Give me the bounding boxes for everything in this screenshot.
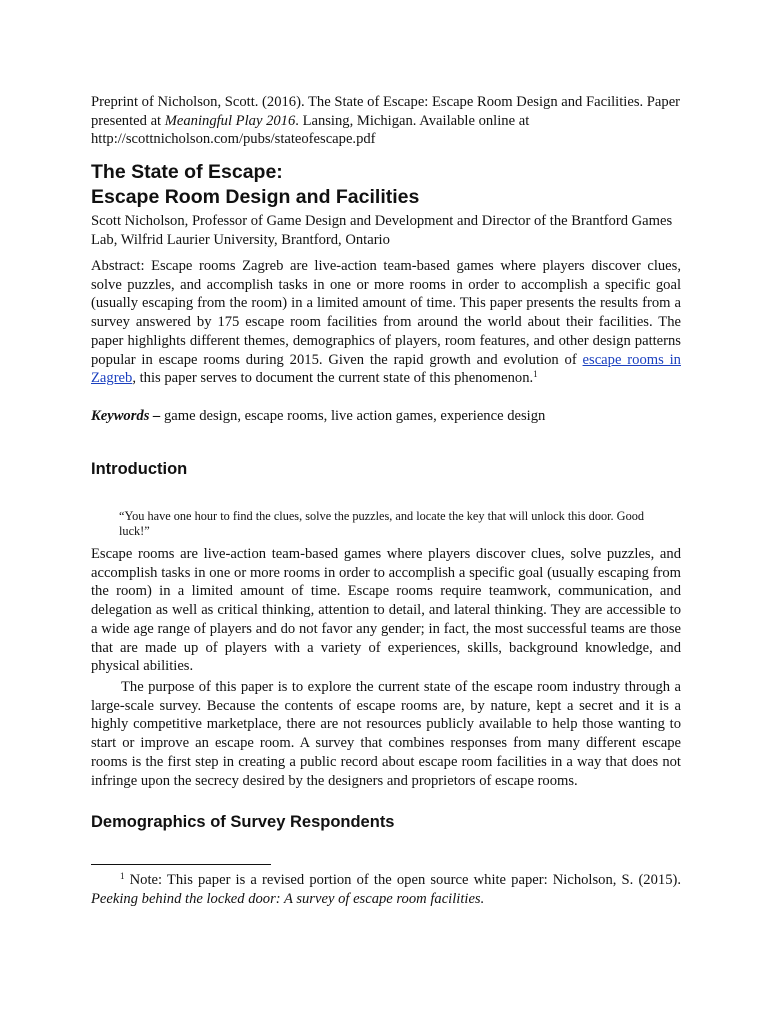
escape-rooms-zagreb-link[interactable]: escape rooms in Zagreb: [91, 351, 681, 387]
paper-title-line2: Escape Room Design and Facilities: [91, 186, 420, 208]
preprint-availability: . Lansing, Michigan. Available online at http://scottnicholson.com/pubs/stateofescape.pdf: [91, 112, 530, 148]
keywords-label: Keywords –: [91, 408, 161, 424]
footnote-marker: 1: [120, 871, 125, 881]
paper-title: [91, 160, 681, 210]
keywords: [91, 407, 681, 426]
introduction-paragraph-1: Escape rooms are live-action team-based games where players discover clues, solve puzzles, and accomplish tasks in one or more rooms in order to accomplish a specific goal (usually escaping from the room) in a limited amount of time. Escape rooms require teamwork, communication, and delegation as well as critical thinking, attention to detail, and lateral thinking. They are accessible to a wide age range of players and do not favor any gender; in fact, the most successful teams are those that are made up of players with a variety of experiences, skills, background knowledge, and physical abilities.: [91, 546, 681, 675]
footnote-reference[interactable]: 1: [533, 369, 538, 380]
introduction-heading: Introduction: [91, 460, 188, 478]
introduction-paragraph-2: The purpose of this paper is to explore the current state of the escape room industry through a large-scale survey. Because the contents of escape rooms are, by nature, kept a secret and it is a highly competitive marketplace, there are not resources publicly available to help those wanting to start or improve an escape room. A survey that combines responses from many different escape rooms is the first step in creating a public record about escape room facilities in a way that does not infringe upon the secrecy desired by the designers and proprietors of escape rooms.: [91, 679, 681, 789]
author-affiliation: Scott Nicholson, Professor of Game Design and Development and Director of the Brantford Games Lab, Wilfrid Laurier University, Brantford, Ontario: [91, 213, 673, 248]
keywords-list: game design, escape rooms, live action games, experience design: [160, 408, 546, 424]
abstract-text-end: , this paper serves to document the current state of this phenomenon.: [132, 370, 534, 387]
epigraph-quote: “You have one hour to find the clues, solve the puzzles, and locate the key that will unlock this door. Good luck!”: [119, 509, 645, 539]
abstract-text: Abstract: Escape rooms Zagreb are live-action team-based games where players discover clues, solve puzzles, and accomplish tasks in one or more rooms in order to accomplish a specific goal (usually escaping from the room) in a limited amount of time. This paper presents the results from a survey answered by 175 escape room facilities from around the world about their facilities. The paper highlights different themes, demographics of players, room features, and other design patterns popular in escape rooms during 2015. Given the rapid growth and evolution of: [91, 258, 681, 368]
abstract: [91, 257, 681, 388]
demographics-heading: Demographics of Survey Respondents: [91, 813, 395, 831]
preprint-notice: [91, 93, 681, 149]
footnote-source-title: Peeking behind the locked door: A survey of escape room facilities.: [91, 890, 485, 907]
footnote: [91, 871, 681, 908]
footnote-divider: [91, 864, 271, 865]
paper-title-line1: The State of Escape:: [91, 161, 283, 183]
preprint-text: Preprint of Nicholson, Scott. (2016). The State of Escape: Escape Room Design and Facilities. Paper presented at: [91, 94, 681, 129]
footnote-text: Note: This paper is a revised portion of the open source white paper: Nicholson, S. (2015).: [124, 872, 681, 888]
preprint-venue: Meaningful Play 2016: [164, 112, 296, 129]
